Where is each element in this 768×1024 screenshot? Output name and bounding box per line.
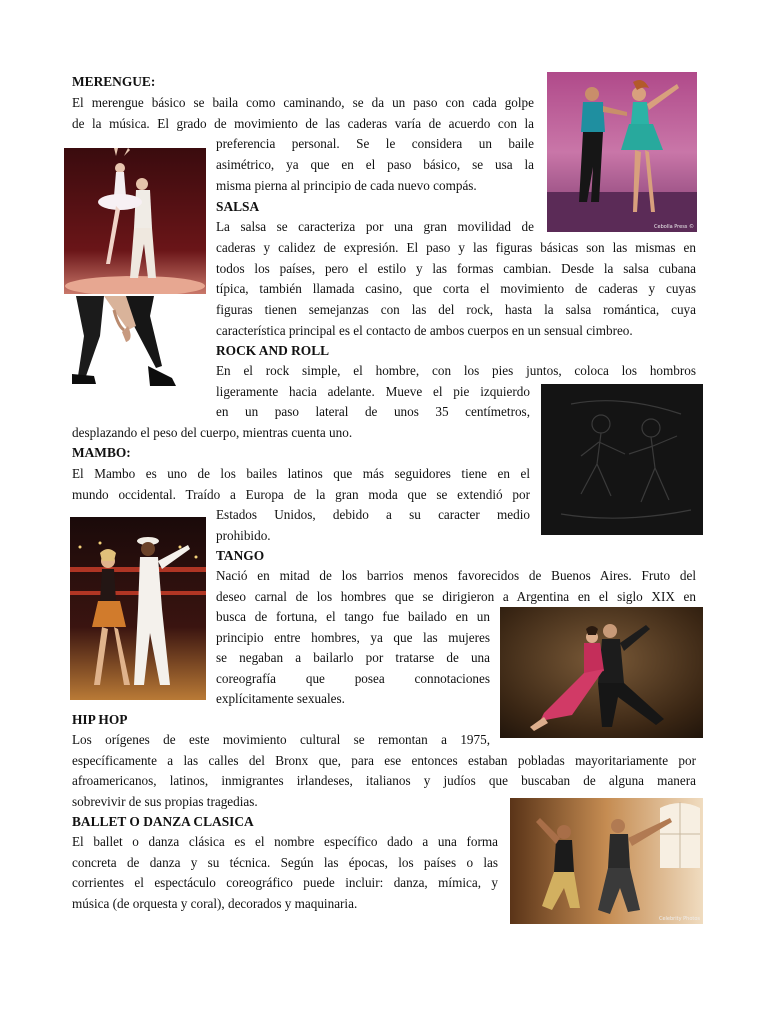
heading-hip-hop: HIP HOP bbox=[72, 712, 128, 727]
mambo-line-3: Estados Unidos, debido a su caracter medio bbox=[216, 507, 530, 522]
tango-line-1: Nació en mitad de los barrios menos favorecidos de Buenos Aires. Fruto del bbox=[216, 568, 696, 583]
mambo-line-1: El Mambo es uno de los bailes latinos que más seguidores tiene en el bbox=[72, 466, 530, 481]
hiphop-line-1: Los orígenes de este movimiento cultural se remontan a 1975, bbox=[72, 732, 490, 747]
mambo-couple-photo bbox=[70, 517, 206, 700]
ballet-line-1: El ballet o danza clásica es el nombre específico dado a una forma bbox=[72, 834, 498, 849]
tango-line-7: explícitamente sexuales. bbox=[216, 691, 345, 706]
heading-mambo: MAMBO: bbox=[72, 445, 131, 460]
merengue-line-2: de la música. El grado de movimiento de las caderas varía de acuerdo con la bbox=[72, 116, 534, 131]
salsa-line-2: caderas y calidez de expresión. El paso y las figuras básicas son las mismas en bbox=[216, 240, 696, 255]
merengue-line-5: misma pierna al principio de cada nuevo compás. bbox=[216, 178, 477, 193]
heading-ballet: BALLET O DANZA CLASICA bbox=[72, 814, 254, 829]
tango-couple-photo bbox=[500, 607, 703, 738]
merengue-line-3: preferencia personal. Se le considera un baile bbox=[216, 136, 534, 151]
salsa-line-6: característica principal es el contacto de ambos cuerpos en un sensual cimbreo. bbox=[216, 323, 633, 338]
rock-shoes-photo bbox=[64, 296, 182, 396]
hiphop-line-3: afroamericanos, latinos, inmigrantes irlandeses, italianos y judíos que buscaban de alguna manera bbox=[72, 773, 696, 788]
heading-salsa: SALSA bbox=[216, 199, 260, 214]
ballet-couple-photo bbox=[64, 148, 206, 294]
tango-line-2: deseo carnal de los hombres que se dirigieron a Argentina en el siglo XIX en bbox=[216, 589, 696, 604]
mambo-line-4: prohibido. bbox=[216, 528, 271, 543]
salsa-couple-photo bbox=[547, 72, 697, 232]
rock-line-4: desplazando el peso del cuerpo, mientras cuenta uno. bbox=[72, 425, 353, 440]
ballet-line-3: corrientes el espectáculo coreográfico puede incluir: danza, mímica, y bbox=[72, 875, 498, 890]
salsa-line-3: todos los países, pero el estilo y las formas cambian. Desde la salsa cubana bbox=[216, 261, 696, 276]
photo-credit-hiphop: Celebrity Photos bbox=[658, 916, 700, 922]
tango-line-6: coreografía que posea connotaciones bbox=[216, 671, 490, 686]
tango-line-5: se negaban a bailarlo por tratarse de una bbox=[216, 650, 490, 665]
heading-rock-and-roll: ROCK AND ROLL bbox=[216, 343, 330, 358]
heading-merengue: MERENGUE: bbox=[72, 74, 156, 89]
heading-tango: TANGO bbox=[216, 548, 265, 563]
hiphop-line-2: específicamente a las calles del Bronx que, para ese entonces estaban pobladas mayoritariamente por bbox=[72, 753, 696, 768]
ballet-line-2: concreta de danza y su técnica. Según las épocas, los países o las bbox=[72, 855, 498, 870]
merengue-line-4: asimétrico, ya que en el paso básico, se usa la bbox=[216, 157, 534, 172]
rock-line-1: En el rock simple, el hombre, con los pies juntos, coloca los hombros bbox=[216, 363, 696, 378]
salsa-line-5: figuras tienen semejanzas con las del rock, hasta la salsa romántica, cuya bbox=[216, 302, 696, 317]
mambo-line-2: mundo occidental. Traído a Europa de la gran moda que se extendió por bbox=[72, 487, 530, 502]
salsa-line-1: La salsa se caracteriza por una gran movilidad de bbox=[216, 219, 534, 234]
rock-line-3: en un paso lateral de unos 35 centímetros, bbox=[216, 404, 530, 419]
tango-line-3: busca de fortuna, el tango fue bailado en un bbox=[216, 609, 490, 624]
salsa-line-4: típica, también llamada casino, que corta el movimiento de caderas y cuyas bbox=[216, 281, 696, 296]
tango-line-4: principio entre hombres, ya que las mujeres bbox=[216, 630, 490, 645]
rock-line-2: ligeramente hacia adelante. Mueve el pie izquierdo bbox=[216, 384, 530, 399]
hiphop-dancers-photo bbox=[510, 798, 703, 924]
rock-sketch-photo bbox=[541, 384, 703, 535]
merengue-line-1: El merengue básico se baila como caminando, se da un paso con cada golpe bbox=[72, 95, 534, 110]
ballet-line-4: música (de orquesta y coral), decorados y maquinaria. bbox=[72, 896, 358, 911]
hiphop-line-4: sobrevivir de sus propias tragedias. bbox=[72, 794, 258, 809]
photo-credit: Cebolla Press © bbox=[654, 224, 694, 230]
